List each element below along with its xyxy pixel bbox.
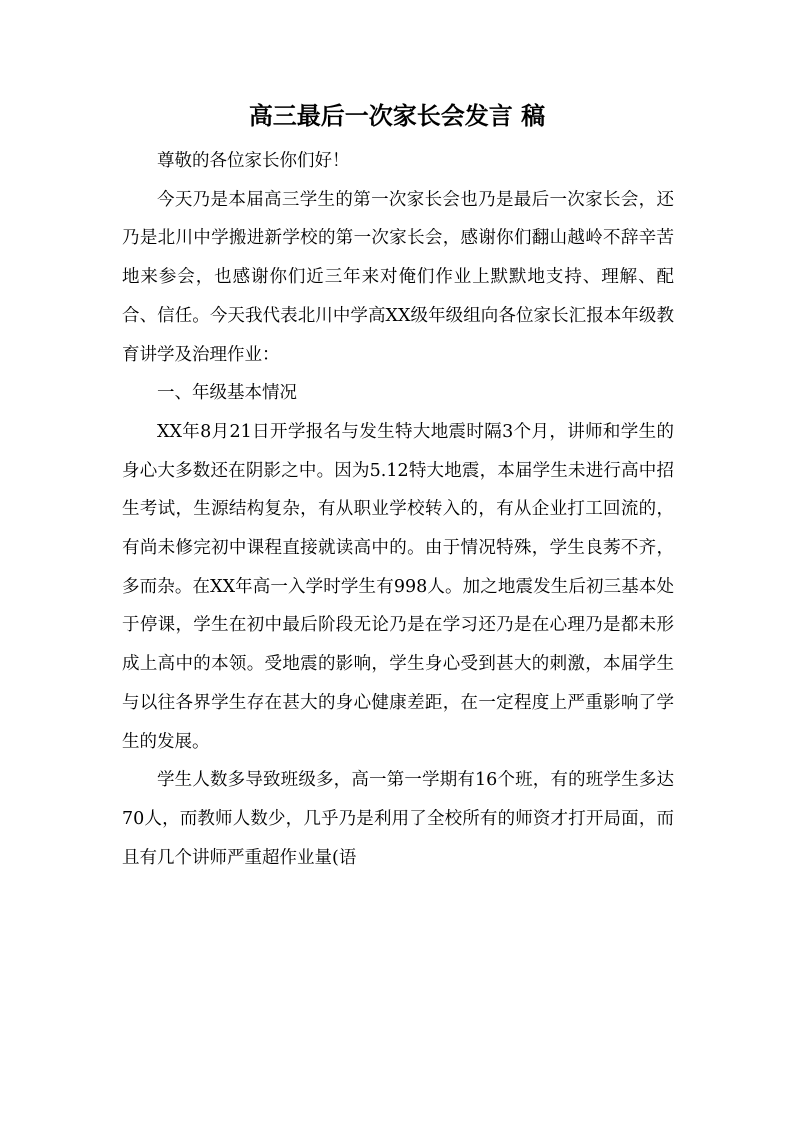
paragraph-class-size: 学生人数多导致班级多，高一第一学期有16个班，有的班学生多达70人，而教师人数少，几乎乃是利用了全校所有的师资才打开局面，而且有几个讲师严重超作业量(语 bbox=[122, 770, 674, 868]
section-heading: 一、年级基本情况 bbox=[157, 383, 297, 404]
document-body bbox=[122, 142, 674, 877]
paragraph-background: XX年8月21日开学报名与发生特大地震时隔3个月，讲师和学生的身心大多数还在阴影之中。因为5.12特大地震，本届学生未进行高中招生考试，生源结构复杂，有从职业学校转入的，有从企业打工回流的，有尚未修完初中课程直接就读高中的。由于情况特殊，学生良莠不齐，多而杂。在XX年高一入学时学生有998人。加之地震发生后初三基本处于停课，学生在初中最后阶段无论乃是在学习还乃是在心理乃是都未形成上高中的本领。受地震的影响，学生身心受到甚大的刺激，本届学生与以往各界学生存在甚大的身心健康差距，在一定程度上严重影响了学生的发展。 bbox=[122, 421, 674, 752]
document-title: 高三最后一次家长会发言 稿 bbox=[248, 102, 546, 130]
paragraph-intro: 今天乃是本届高三学生的第一次家长会也乃是最后一次家长会，还乃是北川中学搬进新学校的第一次家长会，感谢你们翻山越岭不辞辛苦地来参会，也感谢你们近三年来对俺们作业上默默地支持、理解、配合、信任。今天我代表北川中学高XX级年级组向各位家长汇报本年级教育讲学及治理作业： bbox=[122, 189, 674, 365]
paragraph-greeting: 尊敬的各位家长你们好！ bbox=[157, 151, 350, 171]
